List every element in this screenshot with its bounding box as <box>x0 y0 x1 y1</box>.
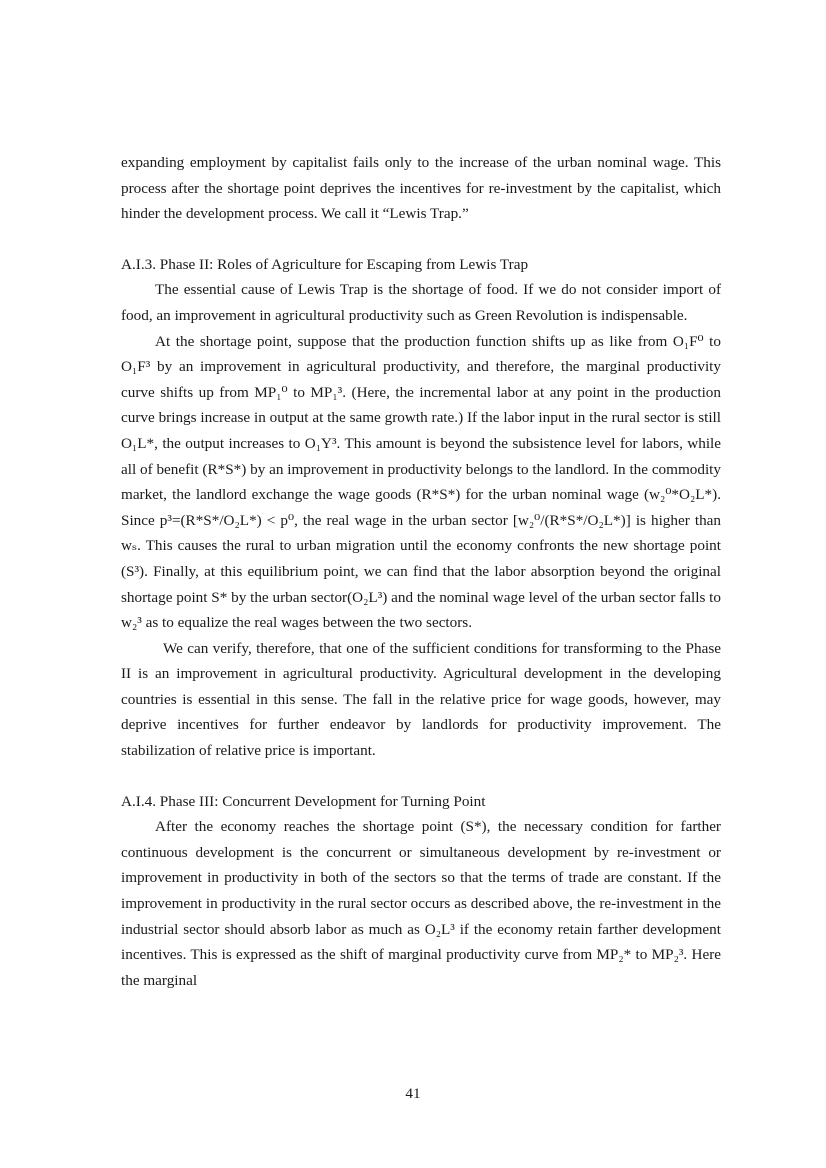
intro-paragraph: expanding employment by capitalist fails only to the increase of the urban nominal wage. This process after the shortage point deprives the incentives for re-investment by the capitalist, which hinder the development process. We call it “Lewis Trap.” <box>121 154 721 223</box>
section-a13-paragraph-3: We can verify, therefore, that one of the sufficient conditions for transforming to the Phase II is an improvement in agricultural productivity. Agricultural development in the developing countries is essential in this sense. The fall in the relative price for wage goods, however, may deprive incentives for further endeavor by landlords for productivity improvement. The stabilization of relative price is important. <box>121 639 721 760</box>
section-a13-paragraph-1: The essential cause of Lewis Trap is the shortage of food. If we do not consider import of food, an improvement in agricultural productivity such as Green Revolution is indispensable. <box>121 281 721 324</box>
section-a13-paragraph-2: At the shortage point, suppose that the production function shifts up as like from O₁F⁰ to O₁F³ by an improvement in agricultural productivity, and therefore, the marginal productivity curve shifts up from MP₁⁰ to MP₁³. (Here, the incremental labor at any point in the production curve brings increase in output at the same growth rate.) If the labor input in the rural sector is still O₁L*, the output increases to O₁Y³. This amount is beyond the subsistence level for labors, while all of benefit (R*S*) by an improvement in productivity belongs to the landlord. In the commodity market, the landlord exchange the wage goods (R*S*) for the urban nominal wage (w₂⁰*O₂L*). Since p³=(R*S*/O₂L*) < p⁰, the real wage in the urban sector [w₂⁰/(R*S*/O₂L*)] is higher than wₛ. This causes the rural to urban migration until the economy confronts the new shortage point (S³). Finally, at this equilibrium point, we can find that the labor absorption beyond the original shortage point S* by the urban sector(O₂L³) and the nominal wage level of the urban sector falls to w₂³ as to equalize the real wages between the two sectors. <box>121 332 721 632</box>
section-heading-a13: A.I.3. Phase II: Roles of Agriculture for Escaping from Lewis Trap <box>121 255 529 273</box>
section-a14-paragraph-1: After the economy reaches the shortage point (S*), the necessary condition for farther continuous development is the concurrent or simultaneous development by re-investment or improvement in productivity in both of the sectors so that the terms of trade are constant. If the improvement in productivity in the rural sector occurs as described above, the re-investment in the industrial sector should absorb labor as much as O₂L³ if the economy retain farther development incentives. This is expressed as the shift of marginal productivity curve from MP₂* to MP₂³. Here the marginal <box>121 818 721 989</box>
main-text-column <box>121 150 721 993</box>
section-heading-a14: A.I.4. Phase III: Concurrent Development for Turning Point <box>121 792 486 810</box>
page-number: 41 <box>405 1085 421 1102</box>
